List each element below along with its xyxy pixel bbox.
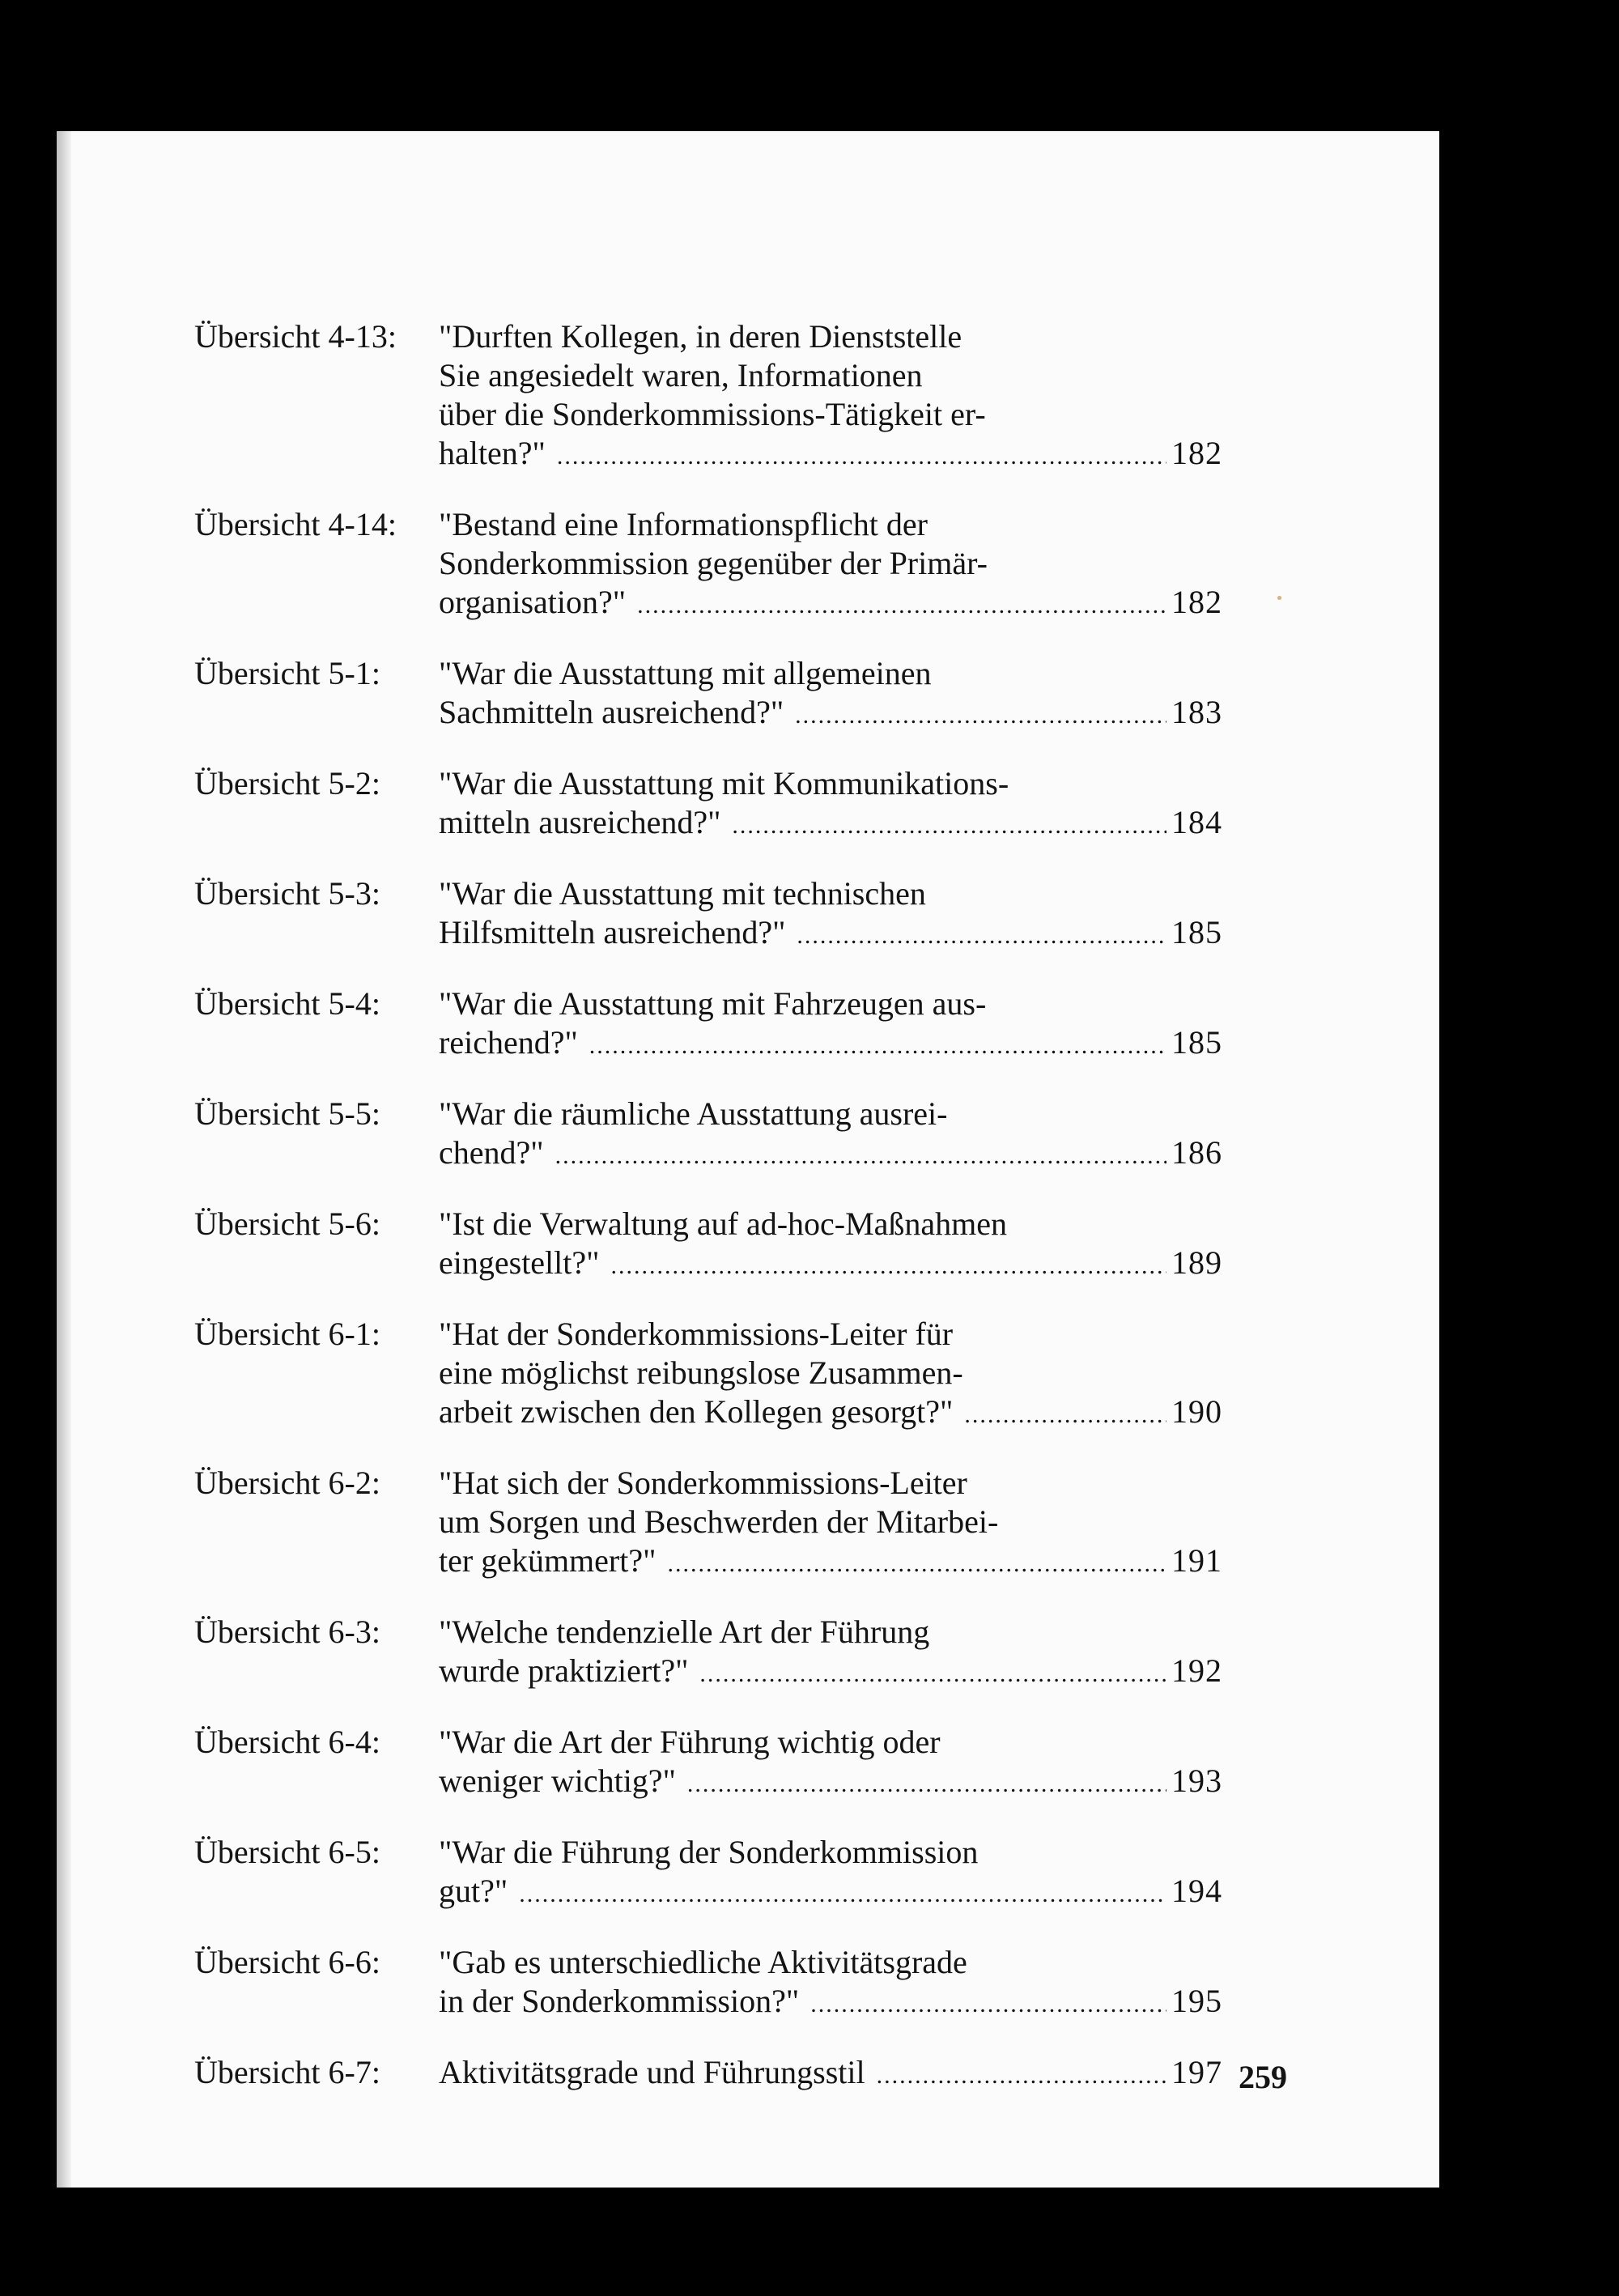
dot-leader (687, 1765, 1166, 1804)
title-line: organisation?" (439, 584, 627, 620)
overview-title (439, 1095, 1222, 1176)
toc-entry (194, 317, 1279, 476)
title-line: gut?" (439, 1873, 508, 1909)
page-edge-shadow (57, 131, 71, 2188)
toc-entry (194, 1315, 1279, 1435)
overview-label: Übersicht 5-2: (194, 765, 380, 801)
title-line: ter gekümmert?" (439, 1542, 657, 1579)
title-line: um Sorgen und Beschwerden der Mitarbei- (439, 1503, 999, 1540)
overview-title (439, 874, 1222, 955)
page-number: 259 (1239, 2059, 1287, 2095)
dot-leader (637, 586, 1166, 625)
overview-title (439, 764, 1222, 845)
title-last-line (439, 913, 1222, 955)
title-last-line (439, 1872, 1222, 1914)
dot-leader (667, 1545, 1166, 1584)
toc-entry (194, 1833, 1279, 1914)
title-line: "Gab es unterschiedliche Aktivitätsgrade (439, 1944, 967, 1980)
title-last-line (439, 1541, 1222, 1584)
overview-label: Übersicht 5-4: (194, 985, 380, 1022)
dot-leader (610, 1247, 1166, 1286)
title-line: eine möglichst reibungslose Zusammen- (439, 1354, 963, 1391)
title-line: Aktivitätsgrade und Führungsstil (439, 2054, 865, 2090)
overview-label: Übersicht 6-2: (194, 1465, 380, 1501)
title-line: "Welche tendenzielle Art der Führung (439, 1614, 930, 1650)
overview-title (439, 1833, 1222, 1914)
overview-title (439, 505, 1222, 625)
toc-entry (194, 1095, 1279, 1176)
toc-entry (194, 1723, 1279, 1804)
title-line: "War die Ausstattung mit Kommunikations- (439, 765, 1009, 801)
title-line: "Ist die Verwaltung auf ad-hoc-Maßnahmen (439, 1205, 1008, 1242)
toc-entry (194, 874, 1279, 955)
toc-entry (194, 505, 1279, 625)
overview-title (439, 1943, 1222, 2024)
page-reference: 182 (1171, 435, 1222, 471)
title-last-line (439, 1762, 1222, 1804)
page-reference: 189 (1171, 1244, 1222, 1281)
title-last-line (439, 1392, 1222, 1435)
toc-entry (194, 984, 1279, 1065)
overview-title (439, 2053, 1222, 2095)
page-reference: 183 (1171, 694, 1222, 730)
overview-title (439, 1723, 1222, 1804)
dot-leader (810, 1985, 1166, 2024)
toc-entry (194, 1205, 1279, 1286)
title-line: Sie angesiedelt waren, Informationen (439, 357, 923, 393)
overview-label: Übersicht 4-13: (194, 318, 397, 355)
dot-leader (964, 1396, 1166, 1435)
toc-entry (194, 654, 1279, 735)
dot-leader (519, 1875, 1166, 1914)
dot-leader (555, 1137, 1166, 1176)
title-line: "Bestand eine Informationspflicht der (439, 506, 928, 542)
title-line: "Hat sich der Sonderkommissions-Leiter (439, 1465, 967, 1501)
title-line: reichend?" (439, 1024, 578, 1061)
overview-title (439, 1205, 1222, 1286)
page-reference: 190 (1171, 1393, 1222, 1430)
dot-leader (877, 2056, 1166, 2095)
title-line: "Durften Kollegen, in deren Dienststelle (439, 318, 962, 355)
title-last-line (439, 693, 1222, 735)
title-last-line (439, 434, 1222, 476)
title-last-line (439, 1133, 1222, 1176)
dot-leader (589, 1027, 1166, 1065)
title-line: "War die Art der Führung wichtig oder (439, 1724, 941, 1760)
page-reference: 182 (1171, 584, 1222, 620)
title-last-line (439, 803, 1222, 845)
title-line: "War die räumliche Ausstattung ausrei- (439, 1095, 948, 1132)
overview-title (439, 1613, 1222, 1694)
title-line: "War die Ausstattung mit technischen (439, 875, 926, 912)
page-reference: 185 (1171, 914, 1222, 950)
page-reference: 191 (1171, 1542, 1222, 1579)
toc-entry (194, 1943, 1279, 2024)
page-reference: 197 (1171, 2054, 1222, 2090)
dot-leader (795, 696, 1166, 735)
title-last-line (439, 583, 1222, 625)
title-last-line (439, 2053, 1222, 2095)
toc-entry (194, 2053, 1279, 2095)
title-line: halten?" (439, 435, 546, 471)
title-line: Hilfsmitteln ausreichend?" (439, 914, 786, 950)
title-last-line (439, 1982, 1222, 2024)
page-reference: 193 (1171, 1762, 1222, 1799)
title-line: "War die Führung der Sonderkommission (439, 1834, 979, 1870)
overview-label: Übersicht 6-5: (194, 1834, 380, 1870)
list-of-overviews (194, 317, 1279, 2124)
title-line: eingestellt?" (439, 1244, 600, 1281)
overview-label: Übersicht 5-3: (194, 875, 380, 912)
title-line: mitteln ausreichend?" (439, 804, 721, 840)
page-reference: 184 (1171, 804, 1222, 840)
page-reference: 192 (1171, 1652, 1222, 1689)
overview-label: Übersicht 6-7: (194, 2054, 380, 2090)
toc-entry (194, 1464, 1279, 1584)
overview-label: Übersicht 6-3: (194, 1614, 380, 1650)
title-last-line (439, 1652, 1222, 1694)
overview-label: Übersicht 4-14: (194, 506, 397, 542)
toc-entry (194, 1613, 1279, 1694)
title-line: wurde praktiziert?" (439, 1652, 689, 1689)
page-reference: 185 (1171, 1024, 1222, 1061)
overview-label: Übersicht 5-1: (194, 655, 380, 691)
title-line: "War die Ausstattung mit Fahrzeugen aus- (439, 985, 987, 1022)
title-line: in der Sonderkommission?" (439, 1983, 800, 2019)
dot-leader (699, 1655, 1166, 1694)
overview-label: Übersicht 6-4: (194, 1724, 380, 1760)
overview-title (439, 1315, 1222, 1435)
title-line: chend?" (439, 1134, 544, 1171)
toc-entry (194, 764, 1279, 845)
overview-label: Übersicht 5-6: (194, 1205, 380, 1242)
dot-leader (732, 806, 1166, 845)
overview-title (439, 1464, 1222, 1584)
dot-leader (797, 916, 1166, 955)
title-line: Sonderkommission gegenüber der Primär- (439, 545, 988, 581)
overview-label: Übersicht 6-6: (194, 1944, 380, 1980)
page-reference: 186 (1171, 1134, 1222, 1171)
title-last-line (439, 1023, 1222, 1065)
overview-title (439, 984, 1222, 1065)
dot-leader (557, 437, 1166, 476)
overview-title (439, 317, 1222, 476)
title-line: "Hat der Sonderkommissions-Leiter für (439, 1316, 954, 1352)
page-reference: 194 (1171, 1873, 1222, 1909)
overview-label: Übersicht 5-5: (194, 1095, 380, 1132)
title-line: "War die Ausstattung mit allgemeinen (439, 655, 932, 691)
document-page (57, 131, 1439, 2188)
title-line: arbeit zwischen den Kollegen gesorgt?" (439, 1393, 954, 1430)
overview-label: Übersicht 6-1: (194, 1316, 380, 1352)
title-line: weniger wichtig?" (439, 1762, 676, 1799)
title-last-line (439, 1244, 1222, 1286)
overview-title (439, 654, 1222, 735)
title-line: Sachmitteln ausreichend?" (439, 694, 784, 730)
title-line: über die Sonderkommissions-Tätigkeit er- (439, 396, 986, 432)
page-reference: 195 (1171, 1983, 1222, 2019)
